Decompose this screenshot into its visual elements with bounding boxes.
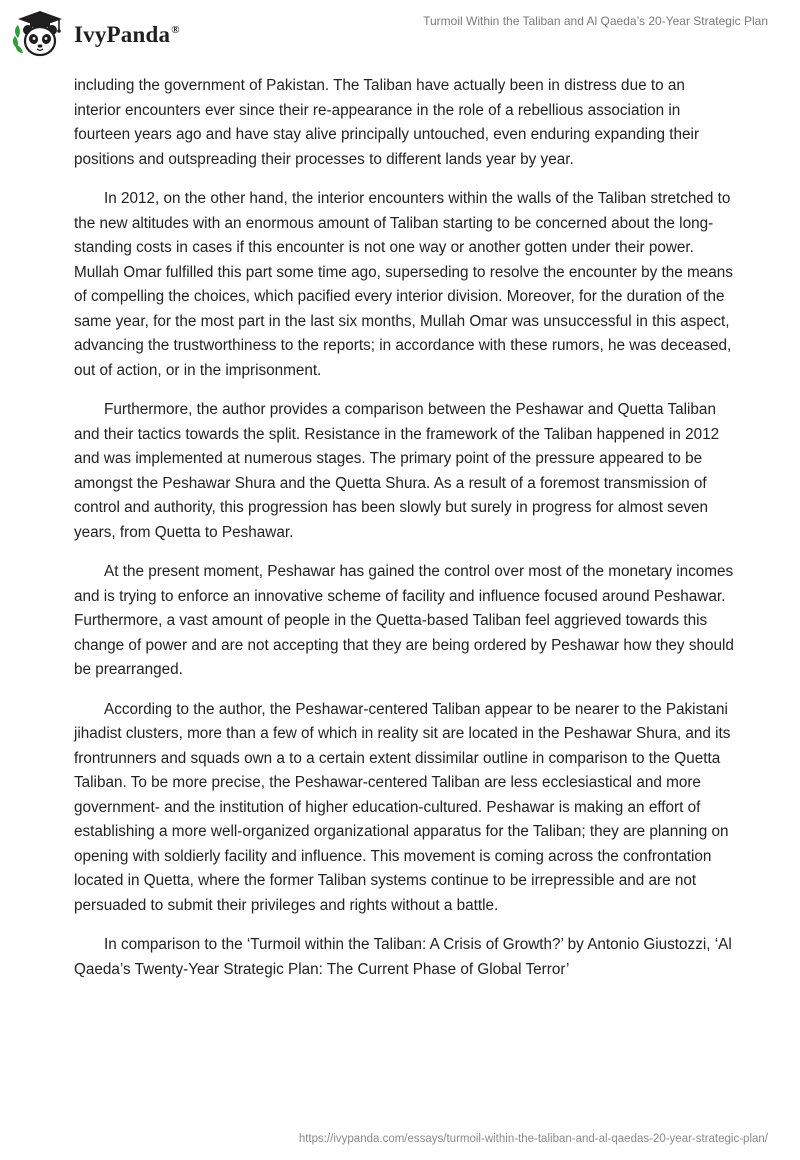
paragraph: At the present moment, Peshawar has gained the control over most of the monetary incomes and is trying to enforce an innovative scheme of facility and influence focused around Peshawar. Furthermore, a vast amount of people in the Quetta-based Taliban feel aggrieved towards this change of power and are not accepting that they are being ordered by Peshawar how they should be prearranged. xyxy=(74,563,734,678)
source-url[interactable]: https://ivypanda.com/essays/turmoil-within-the-taliban-and-al-qaedas-20-year-strategic-plan/ xyxy=(298,1133,768,1145)
registered-mark: ® xyxy=(171,24,180,37)
ivypanda-logo[interactable] xyxy=(12,8,180,60)
brand-name: IvyPanda® xyxy=(74,22,180,47)
paragraph: Furthermore, the author provides a comparison between the Peshawar and Quetta Taliban and their tactics towards the split. Resistance in the framework of the Taliban happened in 2012 and was implemented at numerous stages. The primary point of the pressure appeared to be amongst the Peshawar Shura and the Quetta Shura. As a result of a foremost transmission of control and authority, this progression has been slowly but surely in progress for almost seven years, from Quetta to Peshawar. xyxy=(74,401,720,541)
panda-graduate-icon xyxy=(12,8,68,60)
paragraph: including the government of Pakistan. The Taliban have actually been in distress due to an interior encounters ever since their re-appearance in the role of a rebellious association in fourteen years ago and have stay alive principally untouched, even enduring expanding their positions and outspreading their processes to different lands year by year. xyxy=(74,77,700,168)
essay-body xyxy=(74,74,734,997)
paragraph: In comparison to the ‘Turmoil within the Taliban: A Crisis of Growth?’ by Antonio Giustozzi, ‘Al Qaeda’s Twenty-Year Strategic Plan: The Current Phase of Global Terror’ xyxy=(74,936,732,978)
paragraph: According to the author, the Peshawar-centered Taliban appear to be nearer to the Pakistani jihadist clusters, more than a few of which in reality sit are located in the Peshawar Shura, and its frontrunners and squads own a to a certain extent dissimilar outline in comparison to the Quetta Taliban. To be more precise, the Peshawar-centered Taliban are less ecclesiastical and more government- and the institution of higher education-cultured. Peshawar is making an effort of establishing a more well-organized organizational apparatus for the Taliban; they are planning on opening with soldierly facility and influence. This movement is coming across the confrontation located in Quetta, where the former Taliban systems continue to be irrepressible and are not persuaded to submit their privileges and rights without a battle. xyxy=(74,700,731,914)
running-title: Turmoil Within the Taliban and Al Qaeda’s 20-Year Strategic Plan xyxy=(423,14,768,28)
paragraph: In 2012, on the other hand, the interior encounters within the walls of the Taliban stretched to the new altitudes with an enormous amount of Taliban starting to be concerned about the long-standing costs in cases if this encounter is not one way or another gotten under their power. Mullah Omar fulfilled this part some time ago, superseding to resolve the encounter by the means of compelling the choices, which pacified every interior division. Moreover, for the duration of the same year, for the most part in the last six months, Mullah Omar was unsuccessful in this aspect, advancing the trustworthiness to the reports; in accordance with these rumors, he was deceased, out of action, or in the imprisonment. xyxy=(74,190,733,379)
page-header xyxy=(0,0,800,70)
